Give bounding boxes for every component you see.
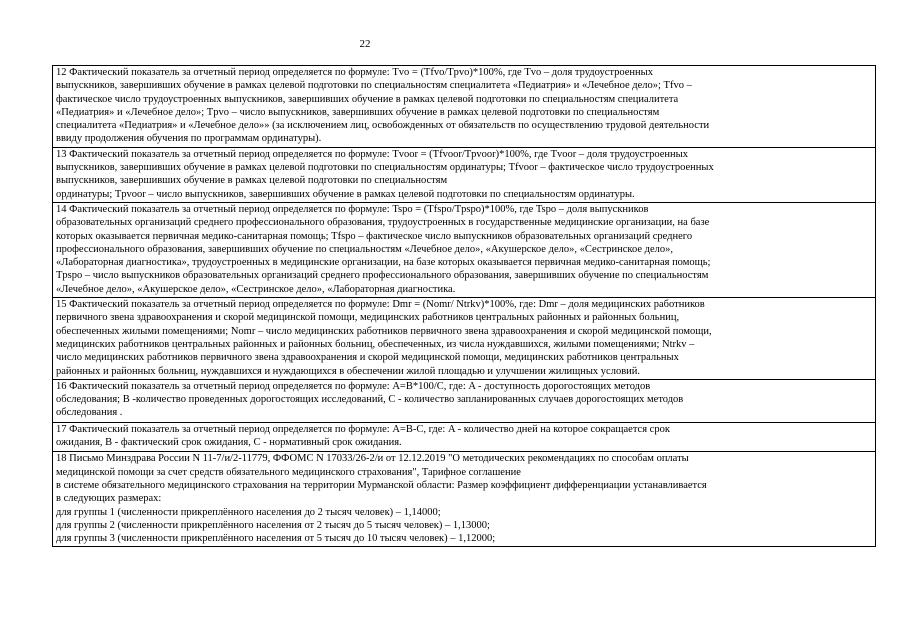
footnote-line: для группы 1 (численности прикреплённого населения до 2 тысяч человек) – 1,14000; xyxy=(56,506,441,518)
footnote-line: число медицинских работников первичного звена здравоохранения и скорой медицинской помощи, медицинских работников центральных xyxy=(56,352,679,364)
footnote-cell-18 xyxy=(53,452,876,547)
footnote-line: которых оказывается первичная медико-санитарная помощь; Tfspo – фактическое число выпускников образовательных организаций среднего xyxy=(56,230,693,242)
footnote-row-16 xyxy=(53,379,876,422)
footnote-row-12 xyxy=(53,66,876,148)
footnote-line: выпускников, завершивших обучение в рамках целевой подготовки по специальностям xyxy=(56,175,448,187)
footnote-line: в следующих размерах: xyxy=(56,493,162,505)
footnote-line: в системе обязательного медицинского страхования на территории Мурманской области: Размер коэффициент дифференциации устанавливается xyxy=(56,479,707,491)
footnote-line: образовательных организаций среднего профессионального образования, трудоустроенных в государственные медицинские организации, на базе xyxy=(56,217,710,229)
footnote-line: 15 Фактический показатель за отчетный период определяется по формуле: Dmr = (Nomr/ Ntrkv)*100%, где: Dmr – доля медицинских работников xyxy=(56,299,705,311)
footnote-line: для группы 2 (численности прикреплённого населения от 2 тысяч до 5 тысяч человек) – 1,13000; xyxy=(56,519,490,531)
footnote-row-18 xyxy=(53,452,876,547)
footnote-line: 18 Письмо Минздрава России N 11-7/и/2-11779, ФФОМС N 17033/26-2/и от 12.12.2019 "О методических рекомендациях по способам оплаты xyxy=(56,453,689,465)
footnote-row-17 xyxy=(53,422,876,452)
footnote-line: фактическое число трудоустроенных выпускников, завершивших обучение в рамках целевой подготовки по специальностям специалитета xyxy=(56,93,679,105)
footnote-line: ординатуры; Tpvoor – число выпускников, завершивших обучение в рамках целевой подготовки по специальностям ординатуры. xyxy=(56,188,635,200)
footnote-cell-14 xyxy=(53,202,876,297)
footnote-line: «Лабораторная диагностика», трудоустроенных в медицинские организации, на базе которых оказывается первичная медико-санитарная помощь; xyxy=(56,257,711,269)
footnote-line: 13 Фактический показатель за отчетный период определяется по формуле: Tvoor = (Tfvoor/Tpvoor)*100%, где Tvoor – доля трудоустроенных xyxy=(56,148,688,160)
footnotes-table xyxy=(52,65,876,547)
footnote-line: обследования . xyxy=(56,407,123,419)
footnote-line: 12 Фактический показатель за отчетный период определяется по формуле: Tvo = (Tfvo/Tpvo)*100%, где Tvo – доля трудоустроенных xyxy=(56,67,653,78)
footnote-line: «Лечебное дело», «Акушерское дело», «Сестринское дело», «Лабораторная диагностика. xyxy=(56,283,456,295)
footnote-line: для группы 3 (численности прикреплённого населения от 5 тысяч до 10 тысяч человек) – 1,12000; xyxy=(56,533,496,545)
footnote-line: Tpspo – число выпускников образовательных организаций среднего профессионального образования, завершивших обучение по специальностям xyxy=(56,270,709,282)
footnote-line: 17 Фактический показатель за отчетный период определяется по формуле: A=B-C, где: A - количество дней на которое сокращается срок xyxy=(56,423,670,435)
footnote-line: специалитета «Педиатрия» и «Лечебное дело»» (за исключением лиц, освобожденных от обязательств по осуществлению трудовой деятельности xyxy=(56,120,710,132)
footnote-line: районных и районных больниц, нуждавшихся и нуждающихся в обеспечении жилой площадью и улучшении жилищных условий. xyxy=(56,365,641,377)
footnote-row-15 xyxy=(53,298,876,380)
footnote-line: 16 Фактический показатель за отчетный период определяется по формуле: A=B*100/C, где: A - доступность дорогостоящих методов xyxy=(56,380,651,392)
footnote-line: первичного звена здравоохранения и скорой медицинской помощи, медицинских работников центральных районных и районных больниц, xyxy=(56,312,680,324)
footnote-line: медицинских работников центральных районных и районных больниц, обеспеченных, из числа нуждавшихся, жилыми помещениями; Ntrkv – xyxy=(56,338,695,350)
footnote-row-13 xyxy=(53,147,876,202)
footnote-line: «Педиатрия» и «Лечебное дело»; Tpvo – число выпускников, завершивших обучение в рамках целевой подготовки по специальностям xyxy=(56,106,660,118)
footnote-line: обследования; B -количество проведенных дорогостоящих исследований, C - количество запланированных случаев дорогостоящих методов xyxy=(56,394,684,406)
footnote-line: ожидания, B - фактический срок ожидания, C - нормативный срок ожидания. xyxy=(56,437,402,449)
footnote-cell-17 xyxy=(53,422,876,452)
footnote-cell-15 xyxy=(53,298,876,380)
footnote-row-14 xyxy=(53,202,876,297)
footnote-line: выпускников, завершивших обучение в рамках целевой подготовки по специальностям специалитета «Педиатрия» и «Лечебное дело»; Tfvo – xyxy=(56,80,692,92)
page-number: 22 xyxy=(359,38,371,50)
footnote-line: профессионального образования, завершивших обучение по специальностям «Лечебное дело», «Акушерское дело», «Сестринское дело», xyxy=(56,243,674,255)
footnote-line: 14 Фактический показатель за отчетный период определяется по формуле: Tspo = (Tfspo/Tpspo)*100%, где Tspo – доля выпускников xyxy=(56,203,649,215)
footnote-line: ввиду продолжения обучения по программам ординатуры). xyxy=(56,133,322,145)
footnote-cell-16 xyxy=(53,379,876,422)
footnote-cell-13 xyxy=(53,147,876,202)
footnote-line: обеспеченных жилыми помещениями; Nomr – число медицинских работников первичного звена здравоохранения и скорой медицинской помощи, xyxy=(56,325,712,337)
footnote-line: выпускников, завершивших обучение в рамках целевой подготовки по специальностям ординатуры; Tfvoor – фактическое число трудоустроенных xyxy=(56,162,714,174)
footnote-line: медицинской помощи за счет средств обязательного медицинского страхования", Тарифное соглашение xyxy=(56,466,521,478)
footnote-cell-12 xyxy=(53,66,876,148)
